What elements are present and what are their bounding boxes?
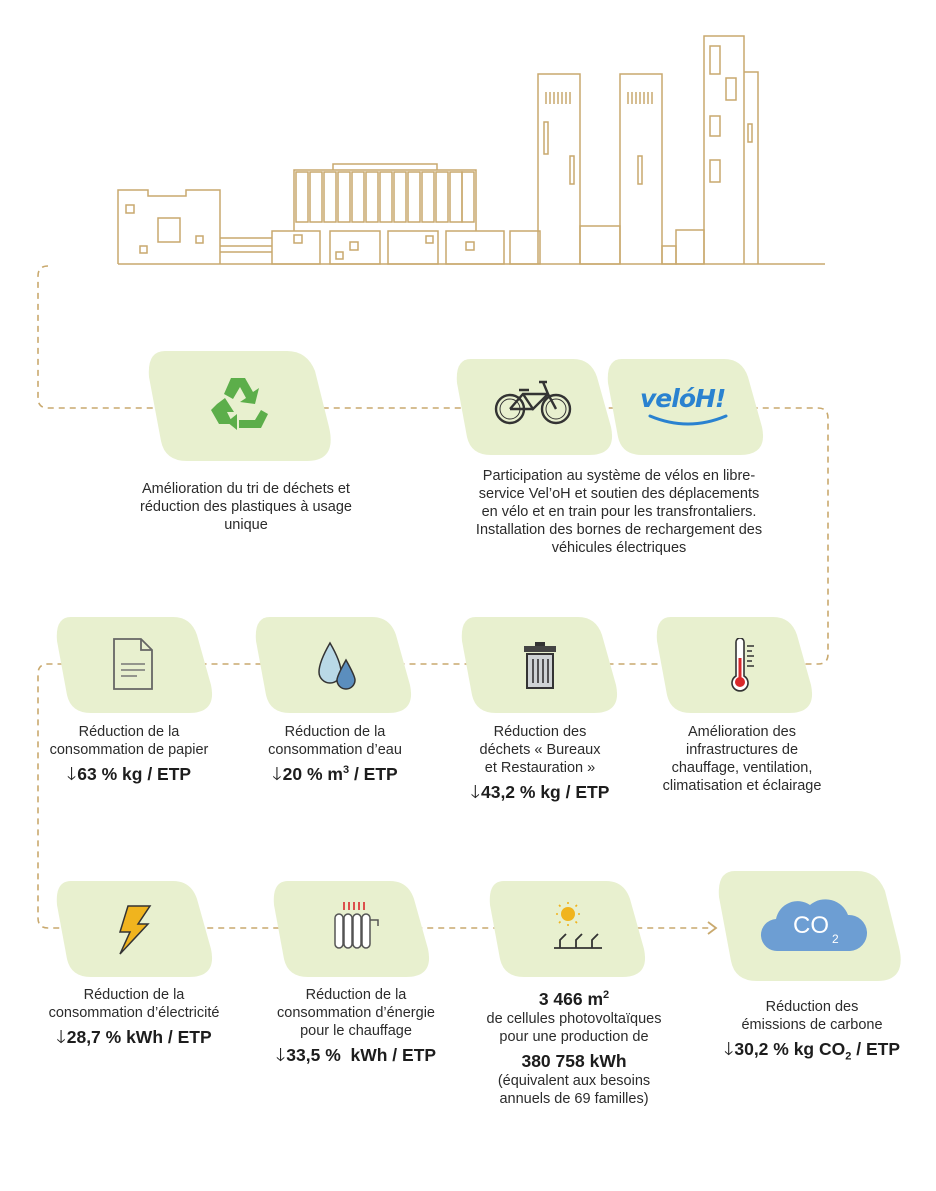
down-arrow-icon: 🡓	[470, 782, 480, 802]
lightning-bolt-icon	[114, 904, 154, 956]
down-arrow-icon: 🡓	[723, 1039, 734, 1059]
step-metric	[706, 1038, 918, 1063]
step-metric	[258, 1044, 454, 1066]
solar-area	[478, 988, 670, 1010]
step-metric	[452, 781, 628, 803]
step-metric	[34, 763, 224, 785]
step-electricity	[36, 986, 232, 1048]
step-paper	[34, 723, 224, 785]
metric-unit: / ETP	[349, 764, 398, 784]
solar-panel-icon	[548, 900, 604, 954]
step-bike-sharing	[470, 467, 768, 557]
step-label: Réduction des émissions de carbone	[741, 999, 883, 1033]
step-heating	[258, 986, 454, 1066]
down-arrow-icon: 🡓	[272, 764, 282, 784]
step-water	[240, 723, 430, 785]
thermometer-icon	[727, 638, 759, 694]
step-label: Amélioration du tri de déchets et réduction des plastiques à usage unique	[139, 481, 352, 533]
down-arrow-icon: 🡓	[275, 1045, 286, 1065]
step-label: Réduction de la consommation de papier	[49, 724, 209, 758]
solar-area-value: 3 466 m	[538, 989, 604, 1009]
down-arrow-icon: 🡓	[66, 764, 77, 784]
step-label: Réduction de la consommation d’eau	[268, 724, 402, 758]
solar-production: 380 758 kWh	[521, 1051, 627, 1071]
city-skyline	[118, 36, 825, 264]
co2-cloud-subscript: 2	[832, 932, 839, 946]
flow-arrowhead	[708, 922, 716, 934]
co2-cloud-icon	[760, 891, 868, 953]
step-office-waste	[452, 723, 628, 803]
metric-value: 43,2 % kg / ETP	[480, 782, 610, 802]
step-metric	[36, 1026, 232, 1048]
step-waste-sorting	[128, 480, 364, 534]
metric-superscript: 3	[342, 764, 350, 777]
water-drops-icon	[315, 640, 359, 692]
step-label: de cellules photovoltaïques pour une production de	[486, 1011, 662, 1045]
trash-bin-icon	[522, 640, 558, 692]
veloh-logo	[632, 384, 742, 430]
step-carbon	[706, 998, 918, 1063]
down-arrow-icon: 🡓	[56, 1027, 66, 1047]
metric-value: 63 % kg / ETP	[77, 764, 192, 784]
step-label: Participation au système de vélos en libre-service Vel’oH et soutien des déplacements en vélo et en train pour les transfrontaliers. Installation des bornes de rechargement des véhicules électriques	[475, 468, 763, 556]
smile-arc-icon	[646, 414, 730, 428]
step-note: (équivalent aux besoins annuels de 69 familles)	[497, 1073, 651, 1107]
metric-value: 28,7 % kWh / ETP	[66, 1027, 212, 1047]
recycle-icon	[207, 374, 271, 434]
metric-value: 30,2 % kg CO	[734, 1039, 846, 1059]
step-label: Réduction de la consommation d’électricité	[48, 987, 220, 1021]
solar-area-superscript: 2	[603, 989, 610, 1002]
bicycle-icon	[493, 376, 575, 428]
step-label: Réduction de la consommation d’énergie pour le chauffage	[277, 987, 435, 1039]
step-solar	[478, 988, 670, 1108]
metric-subscript: 2	[845, 1050, 852, 1063]
metric-value: 20 % m	[282, 764, 343, 784]
document-icon	[111, 636, 155, 692]
step-metric	[240, 763, 430, 785]
step-label: Amélioration des infrastructures de chauffage, ventilation, climatisation et éclairage	[662, 724, 822, 794]
metric-value: 33,5 % kWh / ETP	[286, 1045, 437, 1065]
radiator-icon	[332, 900, 384, 954]
co2-cloud-text: CO	[793, 912, 829, 939]
step-hvac	[660, 723, 824, 795]
veloh-logo-text: velóH!	[640, 384, 726, 413]
step-label: Réduction des déchets « Bureaux et Restauration »	[479, 724, 601, 776]
metric-unit: / ETP	[851, 1039, 900, 1059]
